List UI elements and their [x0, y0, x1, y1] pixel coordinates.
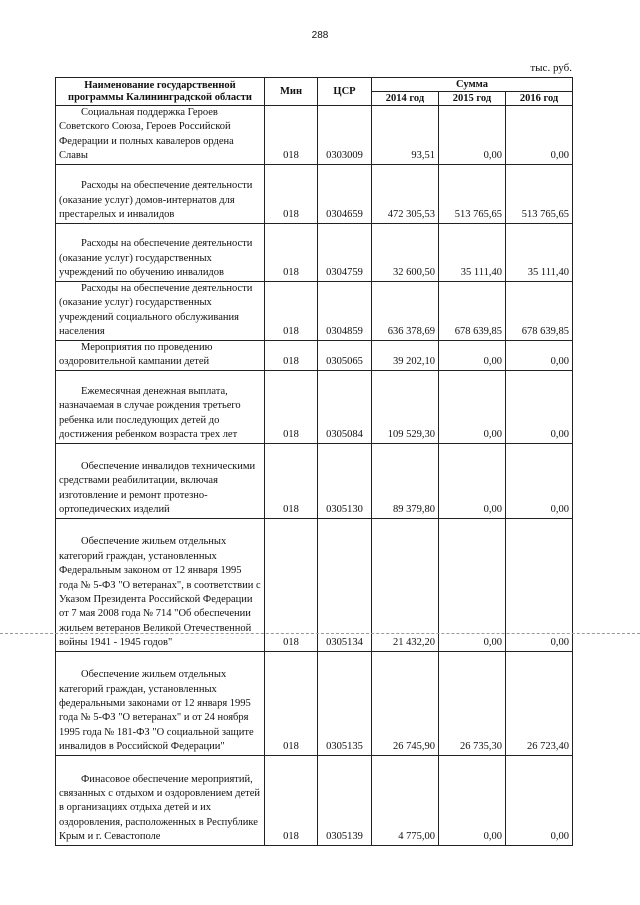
- amount-2014: 32 600,50: [372, 223, 439, 281]
- amount-2015: 35 111,40: [439, 223, 506, 281]
- amount-2014: 89 379,80: [372, 443, 439, 518]
- program-name: Финасовое обеспечение мероприятий, связанных с отдыхом и оздоровлением детей в организациях отдыха детей и их оздоровления, расположенных в Республике Крым и г. Севастополе: [56, 755, 265, 845]
- table-row: [56, 651, 573, 755]
- scan-fold-line: [0, 633, 640, 634]
- csr-code: 0304859: [318, 281, 372, 340]
- header-name: Наименование государственной программы Калининградской области: [56, 78, 265, 106]
- amount-2014: 26 745,90: [372, 651, 439, 755]
- ministry-code: 018: [265, 340, 318, 370]
- amount-2014: 39 202,10: [372, 340, 439, 370]
- amount-2014: 636 378,69: [372, 281, 439, 340]
- ministry-code: 018: [265, 281, 318, 340]
- table-row: [56, 755, 573, 845]
- amount-2014: 4 775,00: [372, 755, 439, 845]
- table-row: [56, 340, 573, 370]
- table-row: [56, 281, 573, 340]
- table-body: [56, 106, 573, 846]
- table-row: [56, 164, 573, 223]
- csr-code: 0305130: [318, 443, 372, 518]
- ministry-code: 018: [265, 370, 318, 443]
- amount-2015: 0,00: [439, 755, 506, 845]
- budget-table: [55, 77, 573, 846]
- ministry-code: 018: [265, 443, 318, 518]
- amount-2015: 0,00: [439, 443, 506, 518]
- amount-2016: 0,00: [506, 755, 573, 845]
- table-row: [56, 518, 573, 651]
- amount-2016: 0,00: [506, 443, 573, 518]
- table-header: [56, 78, 573, 106]
- ministry-code: 018: [265, 651, 318, 755]
- csr-code: 0305065: [318, 340, 372, 370]
- header-sum: Сумма: [372, 78, 573, 92]
- table-row: [56, 370, 573, 443]
- csr-code: 0304659: [318, 164, 372, 223]
- amount-2016: 0,00: [506, 106, 573, 165]
- program-name: Социальная поддержка Героев Советского Союза, Героев Российской Федерации и полных кавалеров ордена Славы: [56, 106, 265, 165]
- csr-code: 0305134: [318, 518, 372, 651]
- amount-2015: 0,00: [439, 370, 506, 443]
- ministry-code: 018: [265, 518, 318, 651]
- ministry-code: 018: [265, 223, 318, 281]
- header-year-2015: 2015 год: [439, 92, 506, 106]
- program-name: Расходы на обеспечение деятельности (оказание услуг) домов-интернатов для престарелых и инвалидов: [56, 164, 265, 223]
- csr-code: 0305135: [318, 651, 372, 755]
- units-label: тыс. руб.: [530, 62, 572, 74]
- amount-2016: 678 639,85: [506, 281, 573, 340]
- csr-code: 0305084: [318, 370, 372, 443]
- amount-2015: 0,00: [439, 518, 506, 651]
- ministry-code: 018: [265, 106, 318, 165]
- header-min: Мин: [265, 78, 318, 106]
- csr-code: 0305139: [318, 755, 372, 845]
- amount-2014: 109 529,30: [372, 370, 439, 443]
- program-name: Расходы на обеспечение деятельности (оказание услуг) государственных учреждений по обучению инвалидов: [56, 223, 265, 281]
- program-name: Расходы на обеспечение деятельности (оказание услуг) государственных учреждений социального обслуживания населения: [56, 281, 265, 340]
- program-name: Мероприятия по проведению оздоровительной кампании детей: [56, 340, 265, 370]
- table-row: [56, 443, 573, 518]
- amount-2016: 513 765,65: [506, 164, 573, 223]
- amount-2014: 21 432,20: [372, 518, 439, 651]
- table-row: [56, 106, 573, 165]
- amount-2016: 0,00: [506, 370, 573, 443]
- program-name: Обеспечение инвалидов техническими средствами реабилитации, включая изготовление и ремонт протезно-ортопедических изделий: [56, 443, 265, 518]
- amount-2016: 26 723,40: [506, 651, 573, 755]
- page-number: 288: [311, 30, 329, 41]
- program-name: Обеспечение жильем отдельных категорий граждан, установленных федеральными законами от 12 января 1995 года № 5-ФЗ "О ветеранах" и от 24 ноября 1995 года № 181-ФЗ "О социальной защите инвалидов в Российской Федерации": [56, 651, 265, 755]
- csr-code: 0303009: [318, 106, 372, 165]
- amount-2016: 35 111,40: [506, 223, 573, 281]
- amount-2015: 26 735,30: [439, 651, 506, 755]
- header-year-2014: 2014 год: [372, 92, 439, 106]
- ministry-code: 018: [265, 755, 318, 845]
- header-csr: ЦСР: [318, 78, 372, 106]
- program-name: Обеспечение жильем отдельных категорий граждан, установленных Федеральным законом от 12 января 1995 года № 5-ФЗ "О ветеранах", в соответствии с Указом Президента Российской Федерации от 7 мая 2008 года № 714 "Об обеспечении жильем ветеранов Великой Отечественной войны 1941 - 1945 годов": [56, 518, 265, 651]
- program-name: Ежемесячная денежная выплата, назначаемая в случае рождения третьего ребенка или последующих детей до достижения ребенком возраста трех лет: [56, 370, 265, 443]
- amount-2015: 678 639,85: [439, 281, 506, 340]
- amount-2016: 0,00: [506, 518, 573, 651]
- table-row: [56, 223, 573, 281]
- amount-2016: 0,00: [506, 340, 573, 370]
- amount-2014: 472 305,53: [372, 164, 439, 223]
- header-year-2016: 2016 год: [506, 92, 573, 106]
- csr-code: 0304759: [318, 223, 372, 281]
- ministry-code: 018: [265, 164, 318, 223]
- amount-2015: 513 765,65: [439, 164, 506, 223]
- amount-2014: 93,51: [372, 106, 439, 165]
- amount-2015: 0,00: [439, 340, 506, 370]
- amount-2015: 0,00: [439, 106, 506, 165]
